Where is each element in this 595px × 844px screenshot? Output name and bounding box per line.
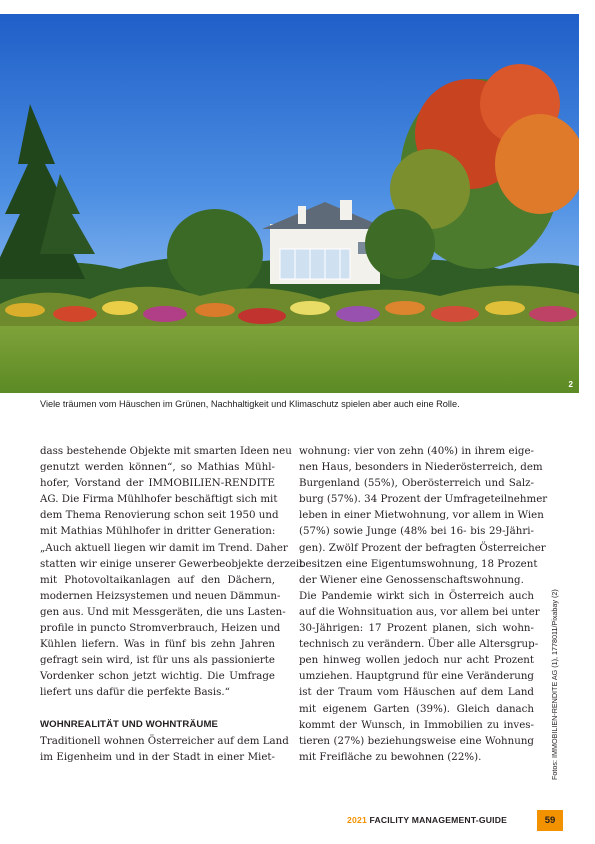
text-line: wohnung: vier von zehn (40%) in ihrem eige-	[299, 445, 534, 457]
text-line: pen hinweg wollen jedoch nur acht Prozent	[299, 654, 534, 667]
photo-number: 2	[568, 380, 573, 389]
footer-publication: FACILITY MANAGEMENT-GUIDE	[369, 815, 508, 825]
left-column	[40, 443, 304, 765]
text-line: technisch zu verändern. Über alle Altersgrup-	[299, 638, 539, 651]
section-heading: WOHNREALITÄT UND WOHNTRÄUME	[40, 718, 219, 730]
text-line: umziehen. Hauptgrund für eine Veränderung	[299, 670, 534, 683]
text-line: genutzt werden können“, so Mathias Mühl-	[40, 461, 275, 474]
text-line: mit Mathias Mühlhofer in dritter Generation:	[40, 525, 276, 538]
text-line: nen Haus, besonders in Niederösterreich, dem	[299, 461, 543, 474]
text-line: mit Photovoltaikanlagen auf den Dächern,	[40, 573, 275, 586]
text-line: mit Freifläche zu bewohnen (22%).	[299, 750, 482, 763]
text-line: Kühlen liefern. Was in fünf bis zehn Jahren	[40, 638, 275, 651]
footer-year: 2021	[347, 815, 367, 825]
left-paragraph-2	[40, 733, 289, 765]
photo-caption: Viele träumen vom Häuschen im Grünen, Nachhaltigkeit und Klimaschutz spielen aber auch eine Rolle.	[40, 399, 460, 409]
text-line: Die Pandemie wirkt sich in Österreich auch	[299, 589, 534, 602]
text-line: profile in puncto Stromverbrauch, Heizen und	[40, 622, 281, 635]
house-garden-image	[0, 14, 579, 393]
text-line: AG. Die Firma Mühlhofer beschäftigt sich mit	[40, 493, 278, 506]
text-line: auf die Wohnsituation aus, vor allem bei unter	[299, 605, 540, 618]
text-line: leben in einer Mietwohnung, vor allem in Wien	[299, 509, 544, 522]
text-line: Vordenker schon jetzt wichtig. Die Umfrage	[40, 670, 275, 683]
text-line: dass bestehende Objekte mit smarten Ideen neu	[40, 445, 292, 457]
text-line: 30-Jährigen: 17 Prozent planen, sich wohn-	[299, 622, 534, 635]
text-line: gen aus. Und mit Messgeräten, die uns Lasten-	[40, 605, 286, 618]
footer-title	[347, 815, 507, 825]
page-number: 59	[537, 810, 563, 831]
right-paragraphs	[299, 443, 548, 765]
text-line: der Wiener eine Genossenschaftswohnung.	[299, 573, 524, 586]
photo-credit: Fotos: IMMOBILIEN-RENDITE AG (1), 1778011/Pixabay (2)	[550, 589, 559, 780]
text-line: ist der Traum vom Häuschen auf dem Land	[299, 686, 534, 699]
left-paragraph	[40, 443, 304, 701]
text-line: modernen Heizsystemen und neuen Dämmun-	[40, 589, 281, 602]
text-line: gen). Zwölf Prozent der befragten Österreicher	[299, 541, 546, 554]
hero-photo	[0, 14, 579, 393]
text-line: dem Thema Renovierung schon seit 1950 und	[40, 509, 279, 522]
text-line: burg (57%). 34 Prozent der Umfrageteilnehmer	[299, 493, 548, 506]
text-line: mit eigenem Garten (39%). Gleich danach	[299, 702, 534, 715]
text-line: im Eigenheim und in der Stadt in einer Miet-	[40, 750, 275, 763]
text-line: hofer, Vorstand der IMMOBILIEN-RENDITE	[40, 477, 275, 490]
text-line: kommt der Wunsch, in Immobilien zu inves-	[299, 718, 534, 731]
text-line: statten wir einige unserer Gewerbeobjekte derzeit	[40, 557, 304, 570]
photo-credit-wrap	[548, 545, 562, 780]
text-line: liefert uns dafür die perfekte Basis.“	[40, 686, 230, 699]
text-line: gefragt sein wird, ist für uns als passionierte	[40, 654, 275, 667]
text-line: besitzen eine Eigentumswohnung, 18 Prozent	[299, 557, 538, 570]
text-line: Traditionell wohnen Österreicher auf dem Land	[40, 734, 289, 747]
text-line: „Auch aktuell liegen wir damit im Trend. Daher	[40, 541, 288, 554]
text-line: Burgenland (55%), Oberösterreich und Salz-	[299, 477, 534, 490]
right-column	[299, 443, 548, 765]
text-line: tieren (27%) beziehungsweise eine Wohnung	[299, 734, 534, 747]
text-line: (57%) sowie Junge (48% bei 16- bis 29-Jähri-	[299, 525, 534, 538]
